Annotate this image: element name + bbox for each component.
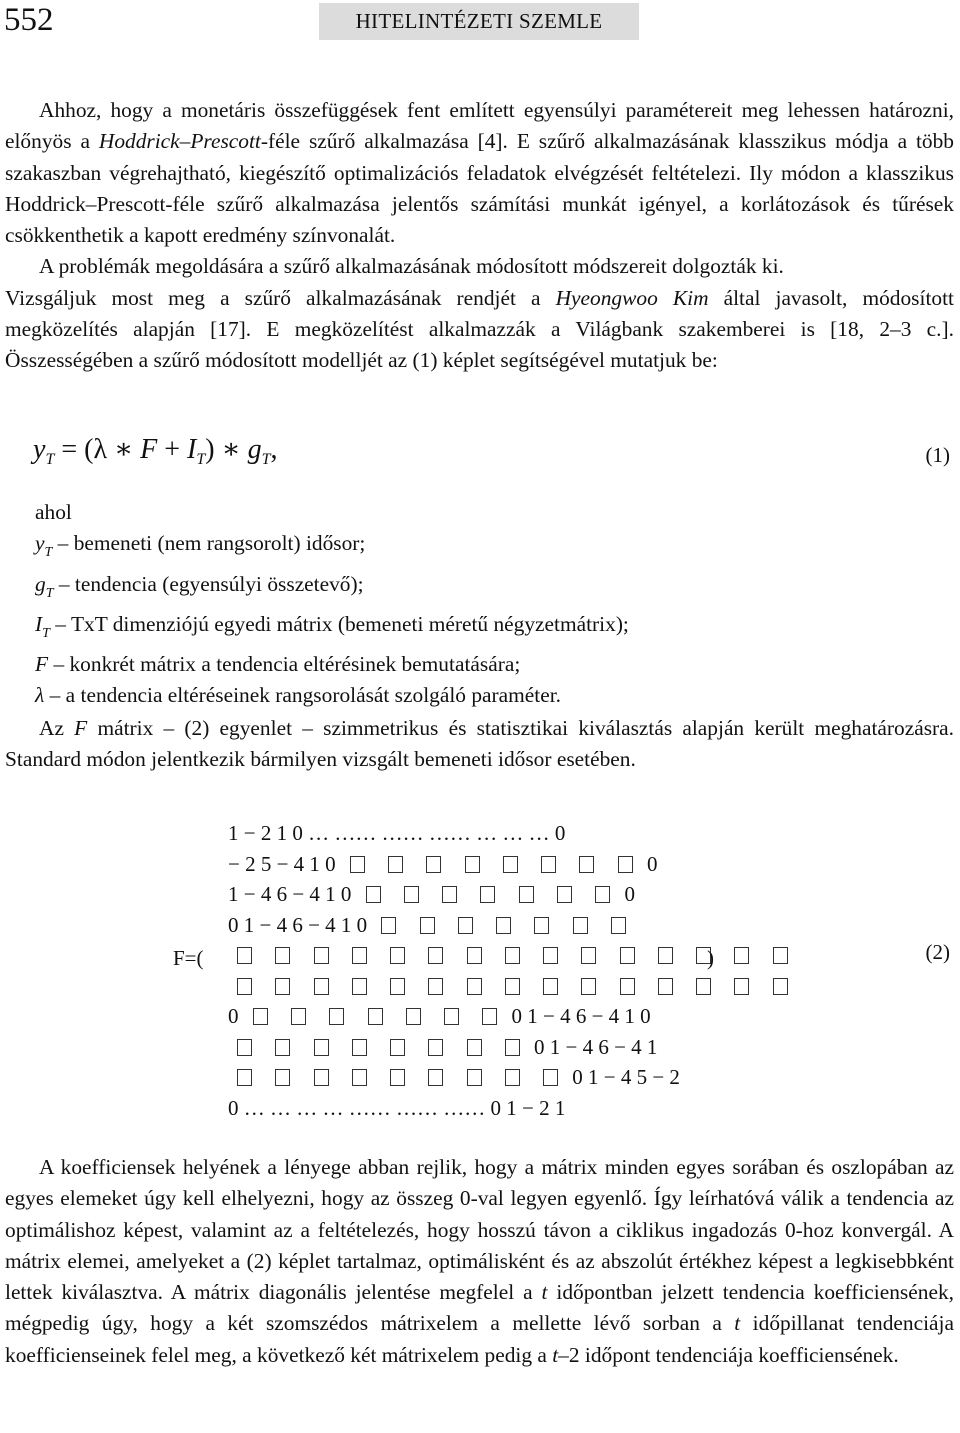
matrix-row	[228, 971, 797, 1002]
matrix-row: 0 0 1 − 4 6 − 4 1 0	[228, 1004, 651, 1028]
paragraph-3: Vizsgáljuk most meg a szűrő alkalmazásának rendjét a Hyeongwoo Kim által javasolt, módosított megközelítés alapján [17]. E megközelítést alkalmazzák a Világbank szakemberei is [18, 2–3 c.]. Összességében a szűrő módosított modelljét az (1) képlet segítségével mutatjuk be:	[5, 285, 954, 373]
placeholder-box	[381, 917, 396, 934]
placeholder-box	[350, 856, 365, 873]
placeholder-box	[406, 1008, 421, 1025]
placeholder-box	[390, 1039, 405, 1056]
matrix-row: 0 1 − 4 6 − 4 1	[228, 1032, 797, 1063]
placeholder-box	[543, 1069, 558, 1086]
body-text-middle	[5, 713, 954, 776]
definition-lambda: λ – a tendencia eltéréseinek rangsorolását szolgáló paraméter.	[35, 683, 561, 708]
placeholder-box	[496, 917, 511, 934]
placeholder-box	[557, 886, 572, 903]
placeholder-box	[404, 886, 419, 903]
placeholder-box	[428, 1069, 443, 1086]
placeholder-box	[237, 1039, 252, 1056]
placeholder-box	[237, 978, 252, 995]
placeholder-box	[253, 1008, 268, 1025]
definition-i: $I_T$ – TxT dimenziójú egyedi mátrix (bemeneti méretű négyzetmátrix);	[35, 611, 629, 641]
placeholder-box	[467, 1039, 482, 1056]
placeholder-box	[428, 947, 443, 964]
placeholder-box	[237, 947, 252, 964]
placeholder-box	[734, 978, 749, 995]
placeholder-box	[620, 978, 635, 995]
placeholder-box	[237, 1069, 252, 1086]
placeholder-box	[458, 917, 473, 934]
definition-y: $y_T$ – bemeneti (nem rangsorolt) idősor;	[35, 531, 366, 561]
matrix-row: − 2 5 − 4 1 0 0	[228, 851, 658, 876]
placeholder-box	[352, 1069, 367, 1086]
placeholder-box	[314, 978, 329, 995]
matrix-right-paren: )	[707, 946, 714, 970]
placeholder-box	[314, 947, 329, 964]
placeholder-box	[368, 1008, 383, 1025]
placeholder-box	[505, 978, 520, 995]
placeholder-box	[426, 856, 441, 873]
placeholder-box	[734, 947, 749, 964]
equation-1-number: (1)	[925, 443, 950, 467]
placeholder-box	[579, 856, 594, 873]
placeholder-box	[519, 886, 534, 903]
definitions-list	[35, 497, 629, 712]
placeholder-box	[352, 947, 367, 964]
paragraph-2: A problémák megoldására a szűrő alkalmazásának módosított módszereit dolgozták ki.	[39, 254, 784, 279]
body-text-bottom	[5, 1152, 954, 1371]
placeholder-box	[467, 978, 482, 995]
definition-f: F – konkrét mátrix a tendencia eltérésinek bemutatására;	[35, 652, 521, 677]
placeholder-box	[366, 886, 381, 903]
equation-1: $y_T = (\lambda$ ∗ $F + I_T$) ∗ $g_T$,	[33, 434, 278, 468]
matrix-row: 0 1 − 4 6 − 4 1 0	[228, 910, 797, 941]
placeholder-box	[465, 856, 480, 873]
placeholder-box	[658, 947, 673, 964]
paragraph-1: Ahhoz, hogy a monetáris összefüggések fent említett egyensúlyi paramétereit meg lehessen határozni, előnyös a Hoddrick–Prescott-féle szűrő alkalmazása [4]. E szűrő alkalmazásának klasszikus módja a több szakaszban végrehajtható, kiegészítő optimalizációs feladatok elvégzését feltételezi. Ily módon a klasszikus Hoddrick–Prescott-féle szűrő alkalmazása jelentős számítási munkát igényel, a korlátozások és tűrések csökkenthetik a kapott eredmény színvonalát.	[5, 98, 954, 248]
placeholder-box	[581, 947, 596, 964]
placeholder-box	[543, 978, 558, 995]
placeholder-box	[773, 978, 788, 995]
matrix-row: 1 − 2 1 0 … …… …… …… … … … 0	[228, 821, 566, 845]
placeholder-box	[503, 856, 518, 873]
placeholder-box	[773, 947, 788, 964]
matrix-row: 1 − 4 6 − 4 1 0 0	[228, 882, 635, 906]
placeholder-box	[505, 1039, 520, 1056]
placeholder-box	[658, 978, 673, 995]
placeholder-box	[390, 1069, 405, 1086]
placeholder-box	[428, 978, 443, 995]
paragraph-4: Az F mátrix – (2) egyenlet – szimmetrikus és statisztikai kiválasztás alapján került meghatározásra. Standard módon jelentkezik bármilyen vizsgált bemeneti idősor esetében.	[5, 716, 954, 772]
placeholder-box	[275, 947, 290, 964]
placeholder-box	[390, 947, 405, 964]
placeholder-box	[314, 1069, 329, 1086]
placeholder-box	[352, 978, 367, 995]
placeholder-box	[581, 978, 596, 995]
placeholder-box	[390, 978, 405, 995]
placeholder-box	[541, 856, 556, 873]
paragraph-5: A koefficiensek helyének a lényege abban rejlik, hogy a mátrix minden egyes sorában és oszlopában az egyes elemeket úgy kell elhelyezni, hogy az összeg 0-val legyen egyenlő. Így leírhatóvá válik a tendencia az optimálishoz képest, valamint az a feltételezés, hogy hosszú távon a ciklikus ingadozás 0-hoz konvergál. A mátrix elemei, amelyeket a (2) képlet tartalmaz, optimálisként és az abszolút értékhez képest a legkisebbként lettek kiválasztva. A mátrix diagonális jelentése megfelel a t időpontban jelzett tendencia koefficiensének, mégpedig úgy, hogy a két szomszédos mátrixelem a mellette lévő sorban a t időpillanat tendenciája koefficienseinek felel meg, a következő két mátrixelem pedig a t–2 időpont tendenciája koefficiensének.	[5, 1155, 954, 1367]
placeholder-box	[467, 1069, 482, 1086]
placeholder-box	[275, 978, 290, 995]
placeholder-box	[620, 947, 635, 964]
placeholder-box	[467, 947, 482, 964]
placeholder-box	[543, 947, 558, 964]
placeholder-box	[329, 1008, 344, 1025]
page-number: 552	[4, 2, 54, 38]
body-text-top	[5, 95, 954, 377]
matrix-row: 0 … … … … …… …… …… 0 1 − 2 1	[228, 1095, 566, 1120]
placeholder-box	[611, 917, 626, 934]
placeholder-box	[505, 1069, 520, 1086]
placeholder-box	[595, 886, 610, 903]
placeholder-box	[420, 917, 435, 934]
placeholder-box	[388, 856, 403, 873]
placeholder-box	[291, 1008, 306, 1025]
equation-2-number: (2)	[925, 940, 950, 964]
placeholder-box	[573, 917, 588, 934]
placeholder-box	[352, 1039, 367, 1056]
placeholder-box	[275, 1069, 290, 1086]
placeholder-box	[696, 978, 711, 995]
placeholder-box	[444, 1008, 459, 1025]
placeholder-box	[275, 1039, 290, 1056]
placeholder-box	[442, 886, 457, 903]
definition-g: $g_T$ – tendencia (egyensúlyi összetevő);	[35, 571, 364, 601]
placeholder-box	[534, 917, 549, 934]
placeholder-box	[505, 947, 520, 964]
placeholder-box	[482, 1008, 497, 1025]
journal-header: HITELINTÉZETI SZEMLE	[319, 3, 639, 40]
placeholder-box	[618, 856, 633, 873]
placeholder-box	[480, 886, 495, 903]
matrix-row: 0 1 − 4 5 − 2	[228, 1062, 797, 1093]
definitions-intro: ahol	[35, 500, 72, 524]
placeholder-box	[314, 1039, 329, 1056]
placeholder-box	[428, 1039, 443, 1056]
matrix-label: F=(	[173, 946, 204, 970]
